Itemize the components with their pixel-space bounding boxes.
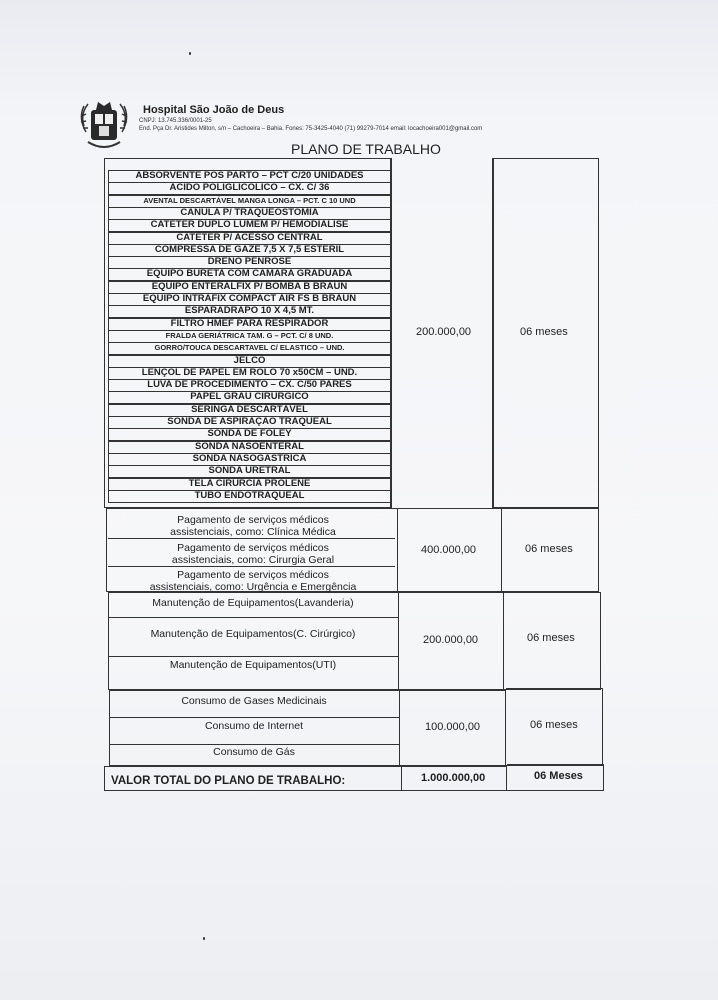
section3-value: 200.000,00 bbox=[423, 634, 479, 646]
maintenance-item-lavanderia: Manutenção de Equipamentos(Lavanderia) bbox=[152, 597, 354, 609]
supply-item: TELA CIRÚRCIA PROLENE bbox=[108, 478, 391, 491]
supply-item: GORRO/TOUCA DESCARTAVEL C/ ELASTICO – UND. bbox=[108, 342, 391, 355]
divider bbox=[109, 717, 400, 718]
service-item-cirurgia: Pagamento de serviços médicos assistenciais, como: Cirurgia Geral bbox=[171, 542, 335, 566]
consumption-item-gases: Consumo de Gases Medicinais bbox=[181, 695, 327, 707]
hospital-crest-logo bbox=[78, 96, 130, 152]
supply-item: FILTRO HMEF PARA RESPIRADOR bbox=[108, 318, 391, 331]
total-label: VALOR TOTAL DO PLANO DE TRABALHO: bbox=[111, 775, 346, 787]
cnpj-line: CNPJ: 13.745.336/0001-25 bbox=[139, 118, 212, 124]
supply-item: SERINGA DESCARTÁVEL bbox=[108, 404, 391, 417]
supply-item: SONDA NASOENTERAL bbox=[108, 441, 391, 454]
supplies-outer-box bbox=[104, 158, 391, 508]
supply-item: SONDA NASOGÁSTRICA bbox=[108, 453, 391, 466]
supply-item: ÁCIDO POLIGLICÓLICO – CX. C/ 36 bbox=[108, 182, 391, 195]
section4-value: 100.000,00 bbox=[425, 721, 481, 733]
supply-item: AVENTAL DESCARTÁVEL MANGA LONGA – PCT. C 10 UND bbox=[108, 195, 391, 208]
supply-item: TUBO ENDOTRAQUEAL bbox=[108, 490, 391, 503]
supply-item: SONDA DE FOLEY bbox=[108, 428, 391, 441]
supply-item: SONDA URETRAL bbox=[108, 465, 391, 478]
consumption-item-internet: Consumo de Internet bbox=[204, 720, 304, 732]
supply-item: EQUIPO BURETA COM CÂMARA GRADUADA bbox=[108, 268, 391, 281]
supply-item: CATETER P/ ACESSO CENTRAL bbox=[108, 232, 391, 245]
divider bbox=[109, 744, 400, 745]
supply-item: EQUIPO INTRAFIX COMPACT AIR FS B BRAUN bbox=[108, 293, 391, 306]
supply-item: JELCO bbox=[108, 355, 391, 368]
divider bbox=[108, 656, 399, 657]
section3-period: 06 meses bbox=[527, 632, 575, 644]
section2-period: 06 meses bbox=[525, 543, 573, 555]
supply-item: CATETER DUPLO LUMEM P/ HEMODIALISE bbox=[108, 219, 391, 232]
total-value: 1.000.000,00 bbox=[421, 772, 486, 784]
scan-speck bbox=[189, 52, 191, 55]
address-line: End. Pça Dr. Aristides Milton, s/n – Cachoeira – Bahia. Fones: 75-3425-4040 (71) 99279-7014 email: locachoeira001@gmail.com bbox=[139, 126, 483, 132]
supply-item: ESPARADRAPO 10 X 4,5 MT. bbox=[108, 305, 391, 318]
supply-item: FRALDA GERIÁTRICA TAM. G – PCT. C/ 8 UND. bbox=[108, 330, 391, 343]
hospital-name: Hospital São João de Deus bbox=[143, 104, 285, 116]
divider bbox=[108, 538, 395, 539]
section1-period: 06 meses bbox=[520, 326, 568, 338]
supply-item: PAPEL GRAU CIRÚRGICO bbox=[108, 391, 391, 404]
supply-item: LUVA DE PROCEDIMENTO – CX. C/50 PARES bbox=[108, 379, 391, 392]
scan-speck bbox=[203, 937, 205, 940]
section2-value: 400.000,00 bbox=[421, 544, 477, 556]
supply-item: SONDA DE ASPIRAÇÃO TRAQUEAL bbox=[108, 416, 391, 429]
divider bbox=[108, 617, 399, 618]
service-item-urgencia: Pagamento de serviços médicos assistenciais, como: Urgência e Emergência bbox=[149, 569, 357, 593]
supply-item: ABSORVENTE PÓS PARTO – PCT C/20 UNIDADES bbox=[108, 170, 391, 183]
section4-period: 06 meses bbox=[530, 719, 578, 731]
consumption-item-gas: Consumo de Gás bbox=[213, 746, 295, 758]
supply-item: EQUIPO ENTERALFIX P/ BOMBA B BRAUN bbox=[108, 281, 391, 294]
supply-item: COMPRESSA DE GAZE 7,5 X 7,5 ESTERIL bbox=[108, 244, 391, 257]
maintenance-item-cirurgico: Manutenção de Equipamentos(C. Cirúrgico) bbox=[150, 628, 356, 640]
supply-item: DRENO PENROSE bbox=[108, 256, 391, 269]
plan-title: PLANO DE TRABALHO bbox=[291, 141, 441, 157]
maintenance-item-uti: Manutenção de Equipamentos(UTI) bbox=[169, 659, 337, 671]
divider bbox=[108, 566, 395, 567]
supply-item: LENÇOL DE PAPEL EM ROLO 70 x50CM – UND. bbox=[108, 367, 391, 380]
total-period: 06 Meses bbox=[534, 770, 583, 782]
section1-value: 200.000,00 bbox=[416, 326, 472, 338]
service-item-clinica: Pagamento de serviços médicos assistenciais, como: Clínica Médica bbox=[170, 514, 336, 538]
supply-item: CÂNULA P/ TRAQUEOSTOMIA bbox=[108, 207, 391, 220]
